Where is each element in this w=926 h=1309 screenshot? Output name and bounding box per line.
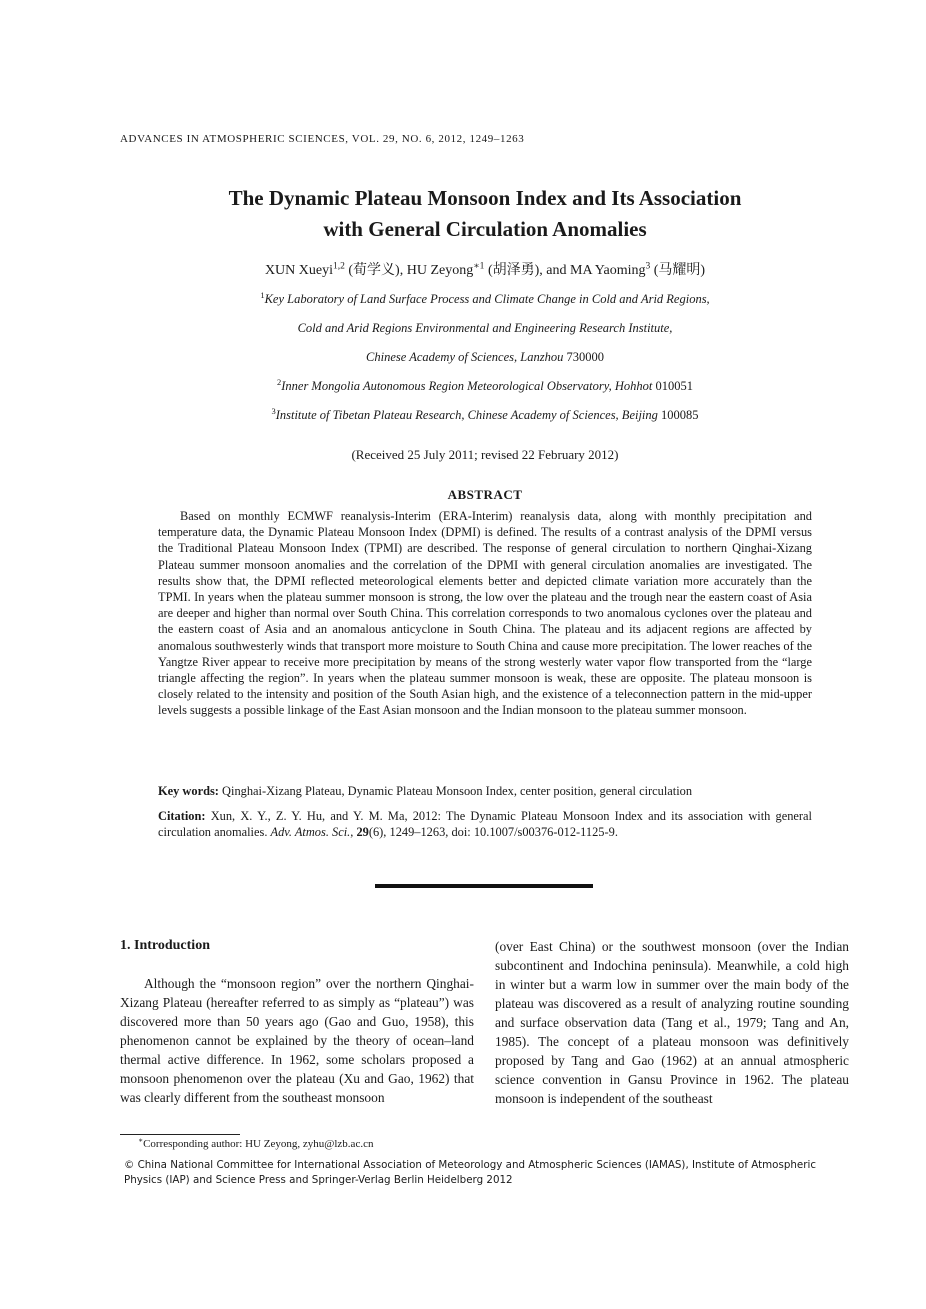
affiliation-text: Chinese Academy of Sciences, Lanzhou — [366, 350, 564, 364]
author-name: MA Yaoming — [570, 263, 646, 278]
affiliation-text: Cold and Arid Regions Environmental and Engineering Research Institute, — [297, 321, 673, 335]
author-affil-sup: ∗1 — [473, 261, 485, 272]
body-column-right: (over East China) or the southwest monsoon (over the Indian subcontinent and Indochina peninsula). Meanwhile, a cold high in winter but a warm low in summer over the main body of the plateau was discovered as a result of analyzing routine sounding and surface observation data (Tang et al., 1979; Tang and An, 1985). The concept of a plateau monsoon was definitively proposed by Tang and Gao (1962) at an annual atmospheric science convention in Gansu Province in 1962. The plateau monsoon is independent of the southeast — [495, 939, 849, 1106]
citation-text: Xun, X. Y., Z. Y. Hu, and Y. M. Ma, 2012: The Dynamic Plateau Monsoon Index and its association with general circulation anomalies. — [158, 809, 812, 840]
citation-volume: 29 — [356, 825, 369, 840]
footnote-marker: ∗ — [138, 1135, 144, 1145]
author-separator: , — [399, 263, 407, 278]
author-chinese-name: (荀学义) — [348, 263, 400, 278]
affiliation-number: 3 — [271, 405, 276, 416]
section-heading-introduction: 1. Introduction — [120, 938, 210, 953]
abstract-heading: ABSTRACT — [447, 487, 523, 502]
corresponding-author-footnote — [138, 1135, 374, 1150]
keywords: Key words: Qinghai-Xizang Plateau, Dynamic Plateau Monsoon Index, center position, general circulation — [158, 784, 693, 798]
citation-label: Citation — [158, 809, 202, 823]
author-chinese-name: (马耀明) — [653, 263, 706, 278]
title-line-1: The Dynamic Plateau Monsoon Index and Its Association — [228, 186, 742, 210]
copyright-icon: © — [124, 1159, 135, 1171]
received-dates: (Received 25 July 2011; revised 22 February 2012) — [351, 447, 619, 462]
paper-title — [120, 183, 850, 245]
affiliation-number: 1 — [260, 289, 265, 300]
author-chinese-name: (胡泽勇) — [487, 263, 540, 278]
affiliation-1-line-1 — [120, 289, 850, 307]
author-affil-sup: 1,2 — [332, 261, 345, 272]
affiliation-1-line-2 — [120, 321, 850, 336]
affiliation-3 — [120, 405, 850, 423]
citation-journal: Adv. Atmos. Sci. — [270, 825, 351, 840]
postal-code: 010051 — [655, 379, 693, 393]
footnote-text: Corresponding author: HU Zeyong, zyhu@lzb.ac.cn — [143, 1138, 374, 1150]
keywords-text: Qinghai-Xizang Plateau, Dynamic Plateau Monsoon Index, center position, general circulation — [222, 784, 693, 798]
author-list — [120, 259, 850, 279]
author-name: HU Zeyong — [406, 263, 474, 278]
author-name: XUN Xueyi — [264, 263, 333, 278]
affiliation-text: Institute of Tibetan Plateau Research, Chinese Academy of Sciences, Beijing — [275, 408, 658, 422]
affiliation-text: Inner Mongolia Autonomous Region Meteorological Observatory, Hohhot — [281, 379, 653, 393]
affiliation-text: Key Laboratory of Land Surface Process and Climate Change in Cold and Arid Regions, — [264, 292, 710, 306]
abstract-text: Based on monthly ECMWF reanalysis-Interim (ERA-Interim) reanalysis data, along with monthly precipitation and temperature data, the Dynamic Plateau Monsoon Index (DPMI) is defined. The results of a contrast analysis of the DPMI versus the Traditional Plateau Monsoon Index (TPMI) are described. The response of general circulation to northern Qinghai-Xizang Plateau summer monsoon anomalies and the correlation of the DPMI with general circulation anomalies are investigated. The results show that, the DPMI reflected meteorological elements better and depicted climate variation more accurately than the TPMI. In years when the plateau summer monsoon is strong, the low over the plateau and the trough near the eastern coast of Asia are deeper and higher than normal over South China. This correlation corresponds to two anomalous cyclones over the plateau and the eastern coast of Asia and an anomalous anticyclone in South China. The plateau and its adjacent regions are affected by anomalous southwesterly winds that transport more moisture to South China and cause more precipitation. The lower reaches of the Yangtze River appear to receive more precipitation by means of the strong westerly water vapor flow transported from the “large triangle affecting the region”. In years when the plateau summer monsoon is weak, these are opposite. The plateau monsoon is closely related to the intensity and position of the South Asian high, and the existence of a teleconnection pattern in the mid-upper levels suggests a possible linkage of the East Asian monsoon and the Indian monsoon to the plateau summer monsoon. — [158, 509, 812, 718]
copyright-text: China National Committee for International Association of Meteorology and Atmospheric Sciences (IAMAS), Institute of Atmospheric Physics (IAP) and Science Press and Springer-Verlag Berlin Heidelberg 2012 — [124, 1159, 816, 1186]
affiliation-1-line-3 — [120, 350, 850, 365]
author-separator: , and — [539, 263, 570, 278]
postal-code: 730000 — [566, 350, 604, 364]
section-divider-rule — [375, 884, 593, 888]
affiliation-number: 2 — [276, 376, 282, 387]
keywords-label: Key words — [158, 784, 215, 798]
postal-code: 100085 — [661, 408, 699, 422]
affiliation-2 — [120, 376, 850, 394]
title-line-2: with General Circulation Anomalies — [323, 217, 647, 241]
copyright-notice — [124, 1158, 850, 1188]
body-column-left: Although the “monsoon region” over the northern Qinghai-Xizang Plateau (hereafter referred to as simply as “plateau”) was discovered more than 50 years ago (Gao and Guo, 1958), this phenomenon cannot be explained by the theory of ocean–land thermal active difference. In 1962, some scholars proposed a monsoon phenomenon over the plateau (Xu and Gao, 1962) that was clearly different from the southeast monsoon — [120, 976, 474, 1105]
author-affil-sup: 3 — [645, 261, 651, 272]
journal-header: ADVANCES IN ATMOSPHERIC SCIENCES, VOL. 29, NO. 6, 2012, 1249–1263 — [120, 133, 525, 145]
citation-pages: (6), 1249–1263, doi: 10.1007/s00376-012-1125-9. — [368, 825, 618, 840]
citation: Citation: Xun, X. Y., Z. Y. Hu, and Y. M. Ma, 2012: The Dynamic Plateau Monsoon Index and its association with general circulation anomalies. Adv. Atmos. Sci., 29(6), 1249–1263, doi: 10.1007/s00376-012-1125-9. — [158, 809, 812, 840]
